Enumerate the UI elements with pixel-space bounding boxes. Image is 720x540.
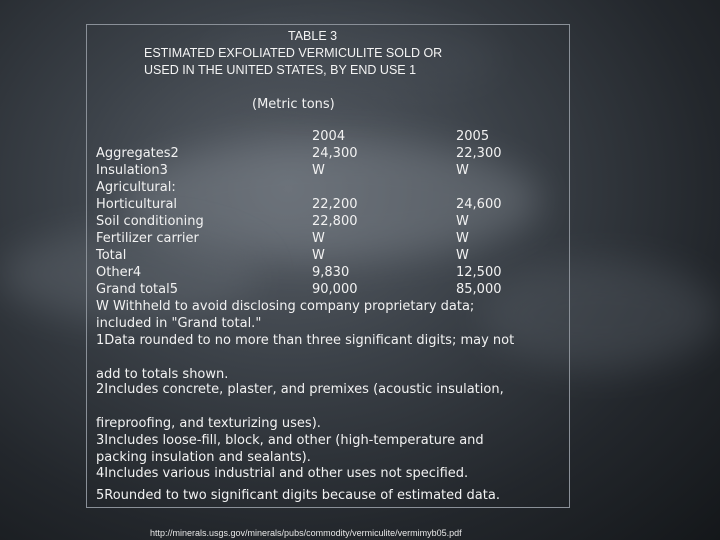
- cell-2005: W: [456, 214, 469, 229]
- row-label: Horticultural: [96, 197, 178, 212]
- row-label: Aggregates2: [96, 146, 179, 161]
- footnote-1-cont: add to totals shown.: [96, 367, 229, 382]
- cell-2005: 22,300: [456, 146, 502, 161]
- table-number: TABLE 3: [288, 29, 338, 43]
- footnote-5: 5Rounded to two significant digits because of estimated data.: [96, 488, 500, 503]
- row-label: Fertilizer carrier: [96, 231, 199, 246]
- row-label: Insulation3: [96, 163, 168, 178]
- cell-2004: W: [312, 248, 325, 263]
- cell-2005: W: [456, 248, 469, 263]
- footnote-2: 2Includes concrete, plaster, and premixes (acoustic insulation,: [96, 382, 504, 397]
- row-label: Total: [96, 248, 127, 263]
- cell-2004: W: [312, 231, 325, 246]
- footnote-withheld: W Withheld to avoid disclosing company proprietary data;: [96, 299, 475, 314]
- source-link[interactable]: http://minerals.usgs.gov/minerals/pubs/commodity/vermiculite/vermimyb05.pdf: [150, 528, 462, 538]
- cell-2004: 9,830: [312, 265, 350, 280]
- column-header-2004: 2004: [312, 129, 346, 144]
- cell-2004: 22,200: [312, 197, 358, 212]
- cell-2004: 90,000: [312, 282, 358, 297]
- footnote-1: 1Data rounded to no more than three significant digits; may not: [96, 333, 515, 348]
- cell-2004: 22,800: [312, 214, 358, 229]
- footnote-3-cont: packing insulation and sealants).: [96, 450, 311, 465]
- footnote-withheld-cont: included in "Grand total.": [96, 316, 262, 331]
- cell-2005: 85,000: [456, 282, 502, 297]
- footnote-3: 3Includes loose-fill, block, and other (high-temperature and: [96, 433, 484, 448]
- cell-2005: 24,600: [456, 197, 502, 212]
- row-label: Grand total5: [96, 282, 179, 297]
- cell-2005: W: [456, 163, 469, 178]
- units-label: (Metric tons): [252, 97, 335, 112]
- cell-2004: 24,300: [312, 146, 358, 161]
- row-label: Other4: [96, 265, 142, 280]
- footnote-2-cont: fireproofing, and texturizing uses).: [96, 416, 321, 431]
- cell-2005: 12,500: [456, 265, 502, 280]
- row-label: Agricultural:: [96, 180, 176, 195]
- column-header-2005: 2005: [456, 129, 490, 144]
- row-label: Soil conditioning: [96, 214, 204, 229]
- cell-2005: W: [456, 231, 469, 246]
- table-title-line1: ESTIMATED EXFOLIATED VERMICULITE SOLD OR: [144, 46, 443, 60]
- footnote-4: 4Includes various industrial and other uses not specified.: [96, 466, 469, 481]
- cell-2004: W: [312, 163, 325, 178]
- table-title-line2: USED IN THE UNITED STATES, BY END USE 1: [144, 63, 417, 77]
